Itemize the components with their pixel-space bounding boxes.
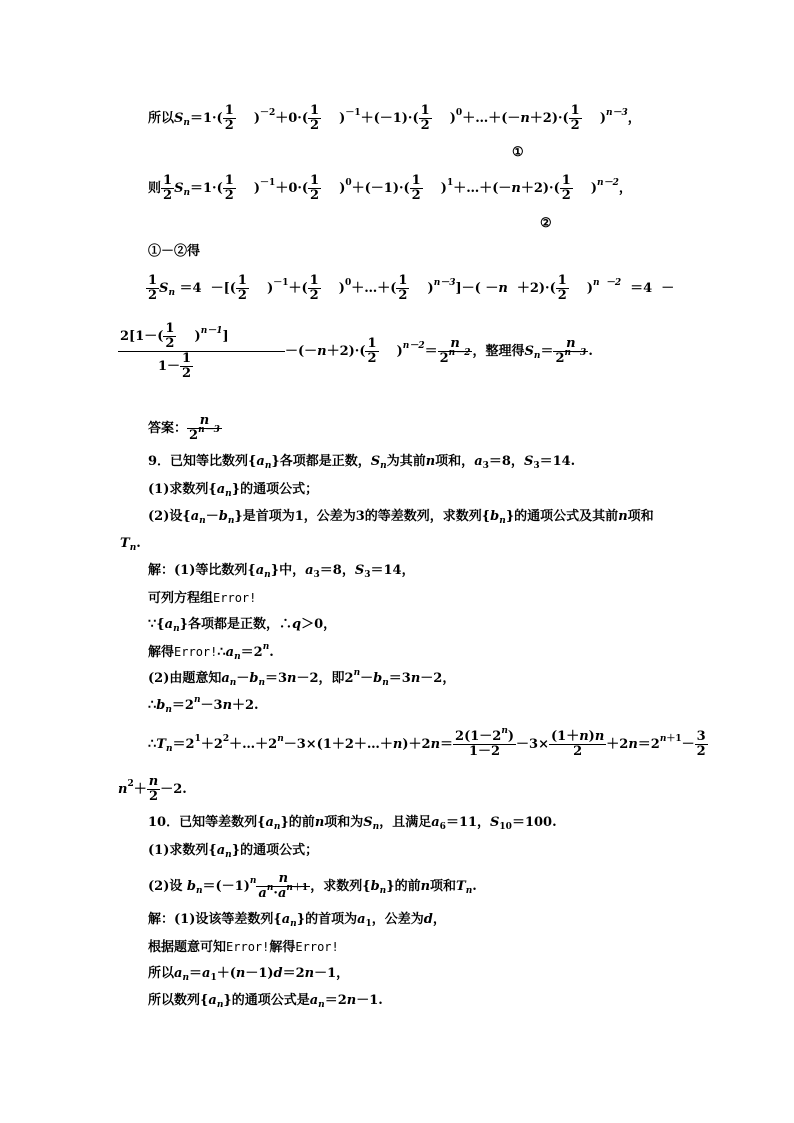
equation-marker-1: ① xyxy=(512,145,524,160)
solution-9-line-5: (2)由题意知$a_n-b_n=3n-2$，即$2^n-b_n=3n-2$， xyxy=(148,668,456,688)
solution-10-line-2 xyxy=(148,939,339,956)
answer-line: 答案： $\frac{n}{2^{n-3}}$ xyxy=(148,413,220,443)
solution-9-line-6: $\therefore b_n=2^n-3n+2$. xyxy=(148,695,259,715)
question-10-part-2: (2)设 $b_n=(-1)^n$ $\frac{n}{a^n\cdot a^{n+1}}$ ，求数列$\{b_n\}$的前n项和$T_n$. xyxy=(148,871,477,901)
solution-9-line-4: 解得$Error!\therefore a_n=2^n$. xyxy=(148,642,274,662)
solve-label: 解得 xyxy=(269,940,296,955)
subtract-note: ①－②得 xyxy=(148,244,201,259)
question-10: 10．已知等差数列$\{a_n\}$的前n项和为$S_n$，且满足$a_6=11$，$S_{10}=100$. xyxy=(148,815,557,832)
question-9-part-1: (1)求数列$\{a_n\}$的通项公式； xyxy=(148,482,319,499)
solution-9-line-2 xyxy=(148,590,256,607)
equation-line-5: 2[1－( $\frac{1}{2}$ )$^{n-1}$] 1－ $\frac{1}{2}$ －(－n＋2)·( $\frac{1}{2}$ )$^{n-2}$＝ $\frac{n}{2^{n-2}}$ ，整理得$S_n=$ $\frac{n}{2^{n-3}}$ . xyxy=(120,321,593,381)
solution-9-line-7: $\therefore T_n=2^1+2^2+\dots+2^n-3\times(1+2+\dots+n)+2n=$ $\frac{2(1-2^n)}{1-2}$ －3× $\frac{(1+n)n}{2}$ $+2n=2^{n+1}-$ $\frac{3}{2}$ xyxy=(148,726,706,759)
question-9-part-2: (2)设$\{a_n-b_n\}$是首项为1，公差为3的等差数列，求数列$\{b_n\}$的通项公式及其前n项和 xyxy=(148,509,654,526)
system-label: 可列方程组 xyxy=(148,591,214,606)
solution-9-line-3: $\because\{a_n\}$各项都是正数，∴q＞0， xyxy=(148,617,337,634)
question-10-part-1: (1)求数列$\{a_n\}$的通项公式； xyxy=(148,843,319,860)
equation-marker-2: ② xyxy=(540,216,552,231)
render-error-text: Error! xyxy=(174,645,218,659)
solution-10-line-3: 所以$a_n=a_1+(n-1)d=2n-1$， xyxy=(148,966,350,983)
equation-line-4: $\frac{1}{2}$ $S_n =4$ －[( $\frac{1}{2}$ )$^{-1}$＋( $\frac{1}{2}$ )$^0$＋…＋( $\frac{1}{2}$ )$^{n-3}$]－( －n ＋2)·( $\frac{1}{2}$ )$^{n -2}$ ＝4 － xyxy=(148,273,675,303)
render-error-text: Error! xyxy=(226,940,270,954)
solution-10-line-4: 所以数列$\{a_n\}$的通项公式是$a_n=2n-1$. xyxy=(148,993,383,1010)
equation-line-2: 则 $\frac{1}{2}$ $S_n=1\cdot$( $\frac{1}{2}$ )$^{-1}$＋0·( $\frac{1}{2}$ )$^0$＋(－1)·( $\frac{1}{2}$ )$^1$＋…＋(－n＋2)·( $\frac{1}{2}$ )$^{n-2}$， xyxy=(148,173,632,203)
solve-label: 解得 xyxy=(148,645,175,660)
question-9-part-2-cont: $T_n$. xyxy=(120,536,141,553)
solution-10-line-1: 解：(1)设该等差数列$\{a_n\}$的首项为$a_1$，公差为d， xyxy=(148,912,446,929)
solution-9-line-1: 解：(1)等比数列$\{a_n\}$中，$a_3=8$，$S_3=14$， xyxy=(148,563,415,580)
render-error-text: Error! xyxy=(213,591,257,605)
question-9: 9．已知等比数列$\{a_n\}$各项都是正数，$S_n$为其前n项和，$a_3=8$，$S_3=14$. xyxy=(148,454,576,471)
equation-line-1: 所以$S_n=1\cdot$( $\frac{1}{2}$ )$^{-2}$＋0·( $\frac{1}{2}$ )$^{-1}$＋(－1)·( $\frac{1}{2}$ )$^0$＋…＋(－n＋2)·( $\frac{1}{2}$ )$^{n-3}$， xyxy=(148,103,641,133)
solution-9-line-8: $n^2+$ $\frac{n}{2}$ －2. xyxy=(118,774,187,804)
condition-label: 根据题意可知 xyxy=(148,940,227,955)
render-error-text: Error! xyxy=(295,940,339,954)
answer-label: 答案： xyxy=(148,421,188,436)
